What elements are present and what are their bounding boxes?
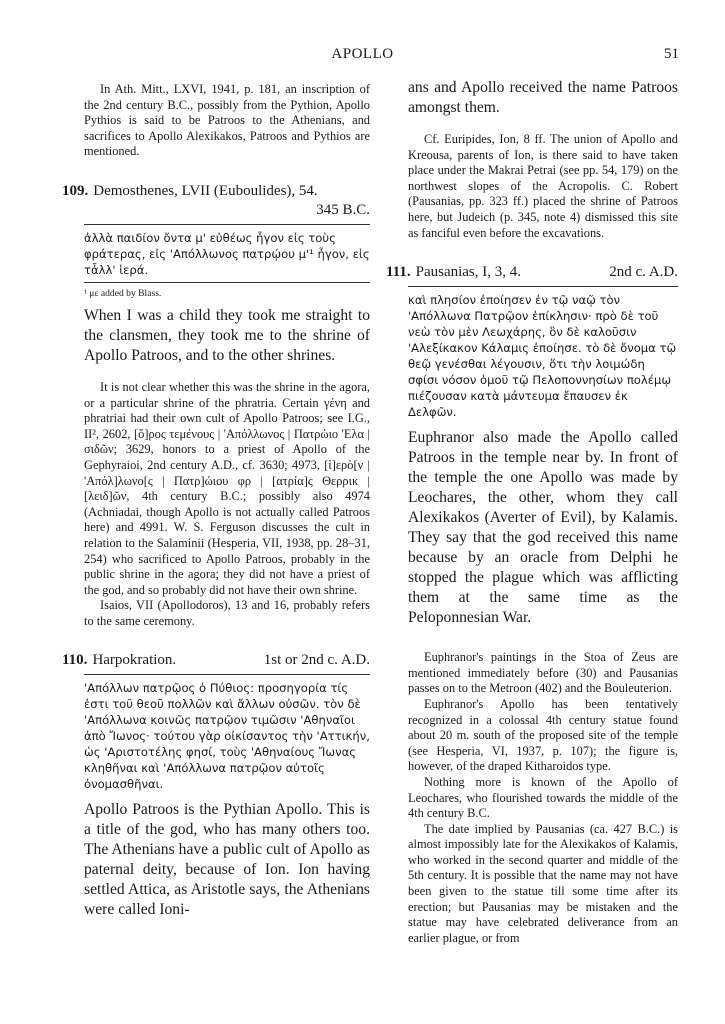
entry-date: 2nd c. A.D.	[609, 264, 678, 281]
translation: Apollo Patroos is the Pythian Apollo. This is a title of the god, who has many others too. The Athenians have a public cult of Apollo as paternal deity, because of Ion. Ion having settled Attica, as Aristotle says, the Athenians were called Ioni-	[84, 801, 370, 919]
entry-heading	[62, 651, 370, 670]
commentary: Nothing more is known of the Apollo of Leochares, who flourished towards the middle of the 4th century B.C.	[408, 774, 678, 821]
intro-paragraph: In Ath. Mitt., LXVI, 1941, p. 181, an inscription of the 2nd century B.C., possibly from the Pythion, Apollo Pythios is said to be Patroos to the Athenians, and sacrifices to Apollo Alexikakos, Patroos and Pythios are mentioned.	[84, 82, 370, 159]
entry-110	[62, 651, 370, 920]
entry-109	[62, 182, 370, 630]
entry-number: 111.	[386, 264, 411, 281]
heading-rule	[408, 286, 678, 287]
translation-continuation: ans and Apollo received the name Patroos amongst them.	[408, 79, 678, 116]
translation: Euphranor also made the Apollo called Patroos in the temple near by. In front of the temple the one Apollo was made by Leochares, the other, whom they call Alexikakos (Averter of Evil), by Kalamis. They say that the god received this name because by an oracle from Delphi he stopped the plague which was afflicting them at the same time as the Peloponnesian War.	[408, 429, 678, 627]
page-header	[0, 0, 725, 70]
entry-heading	[386, 263, 678, 282]
running-title: APOLLO	[331, 46, 394, 62]
page-number: 51	[664, 46, 679, 62]
entry-111	[386, 263, 678, 946]
footnote-rule	[84, 282, 370, 283]
greek-text: 'Απόλλων πατρῷος ὁ Πύθιος: προσηγορία τίς ἐστι τοῦ θεοῦ πολλῶν καὶ ἄλλων οὐσῶν. τὸν δὲ 'Απόλλωνα κοινῶς πατρῷον τιμῶσιν 'Αθηναῖοι ἀπὸ Ἴωνος· τούτου γὰρ οἰκίσαντος τὴν 'Αττικήν, ὡς 'Αριστοτέλης φησί, τοὺς 'Αθηναίους Ἴωνας κληθῆναι καὶ 'Απόλλωνα πατρῷον αὐτοῖς ὀνομασθῆναι.	[84, 681, 370, 792]
greek-text: ἀλλὰ παιδίον ὄντα μ' εὐθέως ἦγον εἰς τοὺς φράτερας, εἰς 'Απόλλωνος πατρῴου μ'¹ ἦγον, εἰς τἆλλ' ἱερά.	[84, 230, 370, 277]
commentary: It is not clear whether this was the shrine in the agora, or a particular shrine of the phratria. Certain γένη and phratriai had their own cult of Apollo Patroos; see I.G., II², 2602, [ὅ]ρος τεμένους | 'Απόλλωνος | Πατρώιο 'Ελα | σιδῶν; 3629, honors to a priest of Apollo of the Gephyraioi, 2nd century A.D., cf. 3630; 4973, [ἱ]ερὸ[ν | 'Απόλ]λωνο[ς | Πατρ]ώιου φρ | [ατρία]ς Θερρικ | [λειδ]ῶν, 4th century B.C.; possibly also 4974 (Achniadai, though Apollo is not actually called Patroos here) and 4991. W. S. Ferguson discusses the cult in relation to the Salaminii (Hesperia, VII, 1938, pp. 28–31, 254) who sacrificed to Apollo Patroos, probably in the public shrine in the agora; they did not have a priest of the god, and so probably did not have their own shrine.	[84, 379, 370, 597]
entry-number: 110.	[62, 652, 88, 669]
commentary: Euphranor's Apollo has been tentatively recognized in a colossal 4th century statue found about 20 m. south of the proposed site of the temple (see Hesperia, VI, 1937, p. 107); the figure is, however, of the draped Kitharoidos type.	[408, 696, 678, 774]
translation: When I was a child they took me straight to the clansmen, they took me to the shrine of Apollo Patroos, and to the other shrines.	[84, 306, 370, 364]
entry-source: Pausanias, I, 3, 4.	[415, 264, 522, 281]
commentary: The date implied by Pausanias (ca. 427 B.C.) is almost impossibly late for the Alexikakos of Kalamis, who worked in the second quarter and middle of the 5th century. It is possible that the name may not have been given to the statue till some time after its erection; but Pausanias may be mistaken and the statue may have celebrated deliverance from an earlier plague, or from	[408, 821, 678, 945]
right-column	[386, 78, 678, 946]
entry-heading	[62, 182, 370, 201]
entry-date: 1st or 2nd c. A.D.	[263, 652, 370, 669]
entry-date: 345 B.C.	[316, 201, 370, 218]
commentary: Euphranor's paintings in the Stoa of Zeus are mentioned immediately before (30) and Pausanias passes on to the Metroon (402) and the Bouleuterion.	[408, 650, 678, 696]
commentary: Isaios, VII (Apollodoros), 13 and 16, probably refers to the same ceremony.	[84, 598, 370, 628]
heading-rule	[84, 674, 370, 675]
footnote: ¹ με added by Blass.	[84, 287, 162, 299]
entry-source: Demosthenes, LVII (Euboulides), 54.	[93, 182, 318, 199]
greek-text: καὶ πλησίον ἐποίησεν ἐν τῷ ναῷ τὸν 'Απόλλωνα Πατρῷον ἐπίκλησιν· πρὸ δὲ τοῦ νεὼ τὸν μὲν Λεωχάρης, ὃν δὲ καλοῦσιν 'Αλεξίκακον Κάλαμις ἐποίησε. τὸ δὲ ὄνομα τῷ θεῷ γενέσθαι λέγουσιν, ὅτι τὴν λοιμώδη σφίσι νόσον ὁμοῦ τῷ Πελοποννησίων πολέμῳ πιέζουσαν κατὰ μάντευμα ἔπαυσεν ἐκ Δελφῶν.	[408, 293, 677, 420]
entry-number: 109.	[62, 182, 89, 199]
entry-source: Harpokration.	[92, 652, 177, 669]
cf-note: Cf. Euripides, Ion, 8 ff. The union of Apollo and Kreousa, parents of Ion, is there said to have taken place under the Makrai Petrai (see pp. 54, 179) on the northwest slopes of the Acropolis. C. Robert (Pausanias, pp. 323 ff.) placed the shrine of Patroos here, but Judeich (p. 345, note 4) dismissed this site as fanciful even before the excavations.	[408, 132, 678, 240]
heading-rule	[84, 224, 370, 225]
left-column	[62, 82, 370, 920]
